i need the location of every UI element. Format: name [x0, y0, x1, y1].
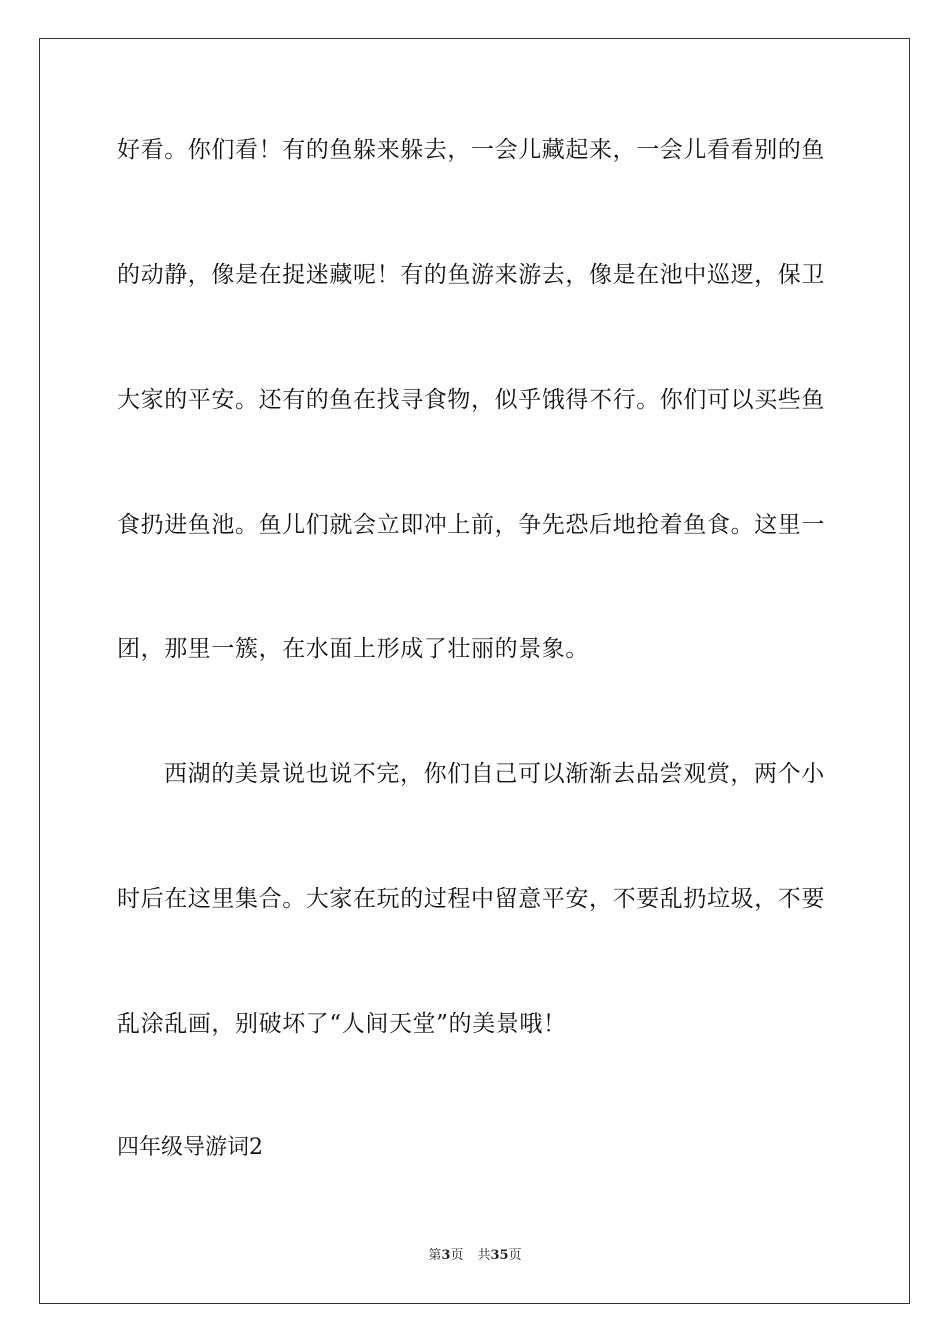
page-border — [39, 38, 910, 1304]
paragraph-line: 时后在这里集合。大家在玩的过程中留意平安，不要乱扔垃圾，不要 — [117, 886, 825, 912]
total-pages: 35 — [490, 1248, 509, 1263]
total-prefix: 共 — [477, 1248, 491, 1263]
paragraph-line: 西湖的美景说也说不完，你们自己可以渐渐去品尝观赏，两个小 — [164, 761, 825, 787]
paragraph-line: 的动静，像是在捉迷藏呢！有的鱼游来游去，像是在池中巡逻，保卫 — [117, 262, 825, 288]
total-suffix: 页 — [508, 1248, 522, 1263]
page-footer — [0, 1247, 950, 1265]
page-prefix: 第 — [428, 1248, 442, 1263]
page-number: 3 — [441, 1248, 451, 1263]
paragraph-line: 团，那里一簇，在水面上形成了壮丽的景象。 — [117, 636, 589, 662]
section-heading: 四年级导游词2 — [117, 1135, 263, 1160]
paragraph-line: 大家的平安。还有的鱼在找寻食物，似乎饿得不行。你们可以买些鱼 — [117, 387, 825, 413]
paragraph-line: 乱涂乱画，别破坏了“人间天堂”的美景哦！ — [117, 1011, 567, 1037]
page-suffix: 页 — [450, 1248, 464, 1263]
paragraph-line: 好看。你们看！有的鱼躲来躲去，一会儿藏起来，一会儿看看别的鱼 — [117, 137, 825, 163]
paragraph-line: 食扔进鱼池。鱼儿们就会立即冲上前，争先恐后地抢着鱼食。这里一 — [117, 512, 825, 538]
